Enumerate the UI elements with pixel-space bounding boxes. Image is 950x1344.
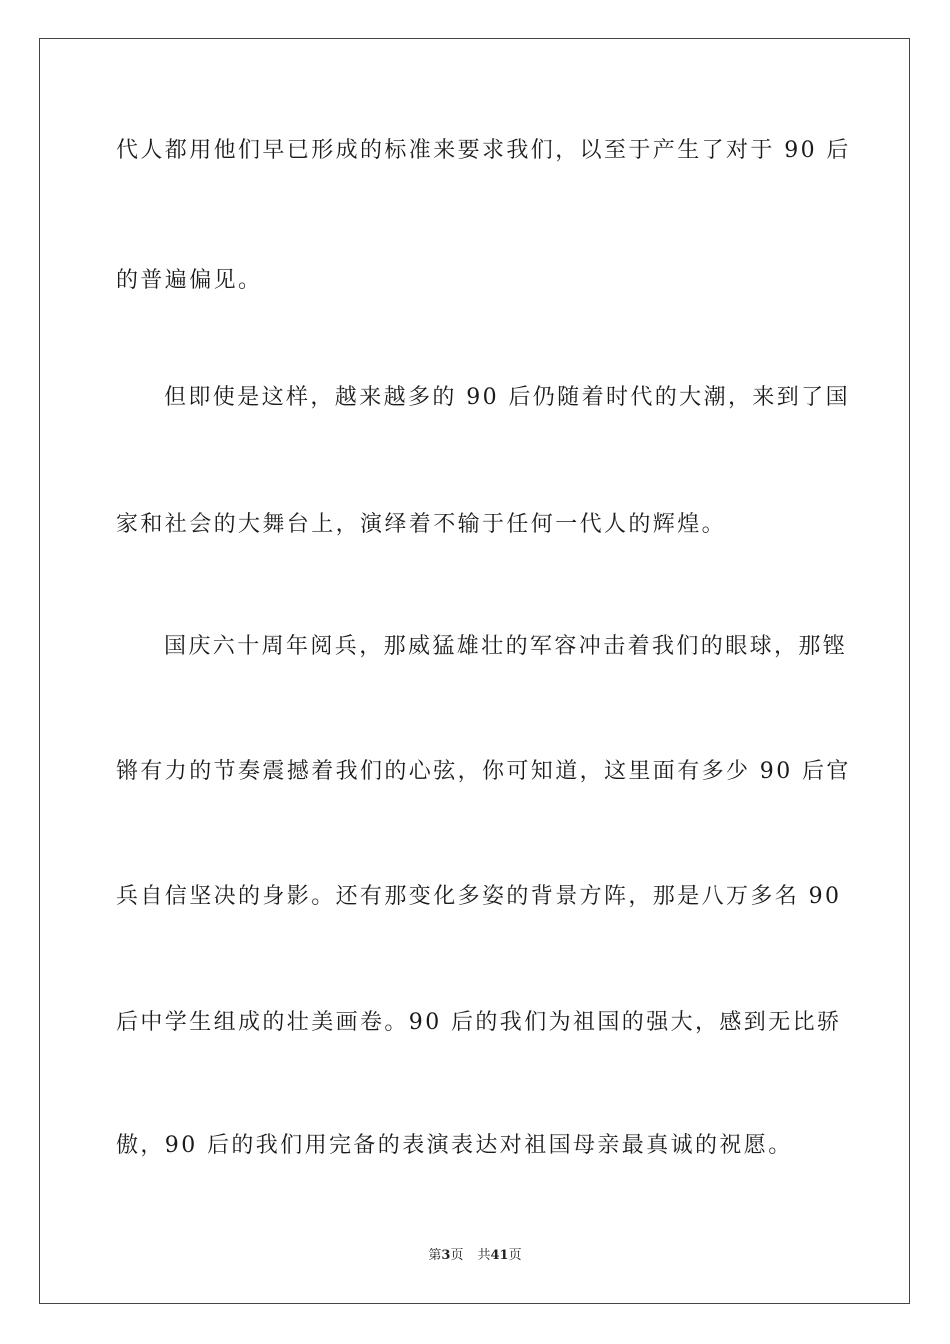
text-line-3: 但即使是这样，越来越多的 90 后仍随着时代的大潮，来到了国 <box>164 385 850 410</box>
text-line-9: 傲，90 后的我们用完备的表演表达对祖国母亲最真诚的祝愿。 <box>116 1133 793 1158</box>
text-line-7: 兵自信坚决的身影。还有那变化多姿的背景方阵，那是八万多名 90 <box>116 884 842 909</box>
text-line-2: 的普遍偏见。 <box>116 268 263 293</box>
text-line-1: 代人都用他们早已形成的标准来要求我们，以至于产生了对于 90 后 <box>116 138 851 163</box>
total-prefix: 共 <box>477 1248 491 1263</box>
text-line-4: 家和社会的大舞台上，演绎着不输于任何一代人的辉煌。 <box>116 512 727 537</box>
page-border <box>39 38 910 1304</box>
text-line-8: 后中学生组成的壮美画卷。90 后的我们为祖国的强大，感到无比骄 <box>116 1010 842 1035</box>
total-suffix: 页 <box>508 1248 522 1263</box>
page-suffix: 页 <box>450 1248 464 1263</box>
page-number: 3 <box>441 1248 451 1263</box>
page-footer <box>0 1247 950 1265</box>
text-line-5: 国庆六十周年阅兵，那威猛雄壮的军容冲击着我们的眼球，那铿 <box>164 634 848 659</box>
total-pages: 41 <box>490 1248 509 1263</box>
page-prefix: 第 <box>428 1248 442 1263</box>
text-line-6: 锵有力的节奏震撼着我们的心弦，你可知道，这里面有多少 90 后官 <box>116 759 851 784</box>
